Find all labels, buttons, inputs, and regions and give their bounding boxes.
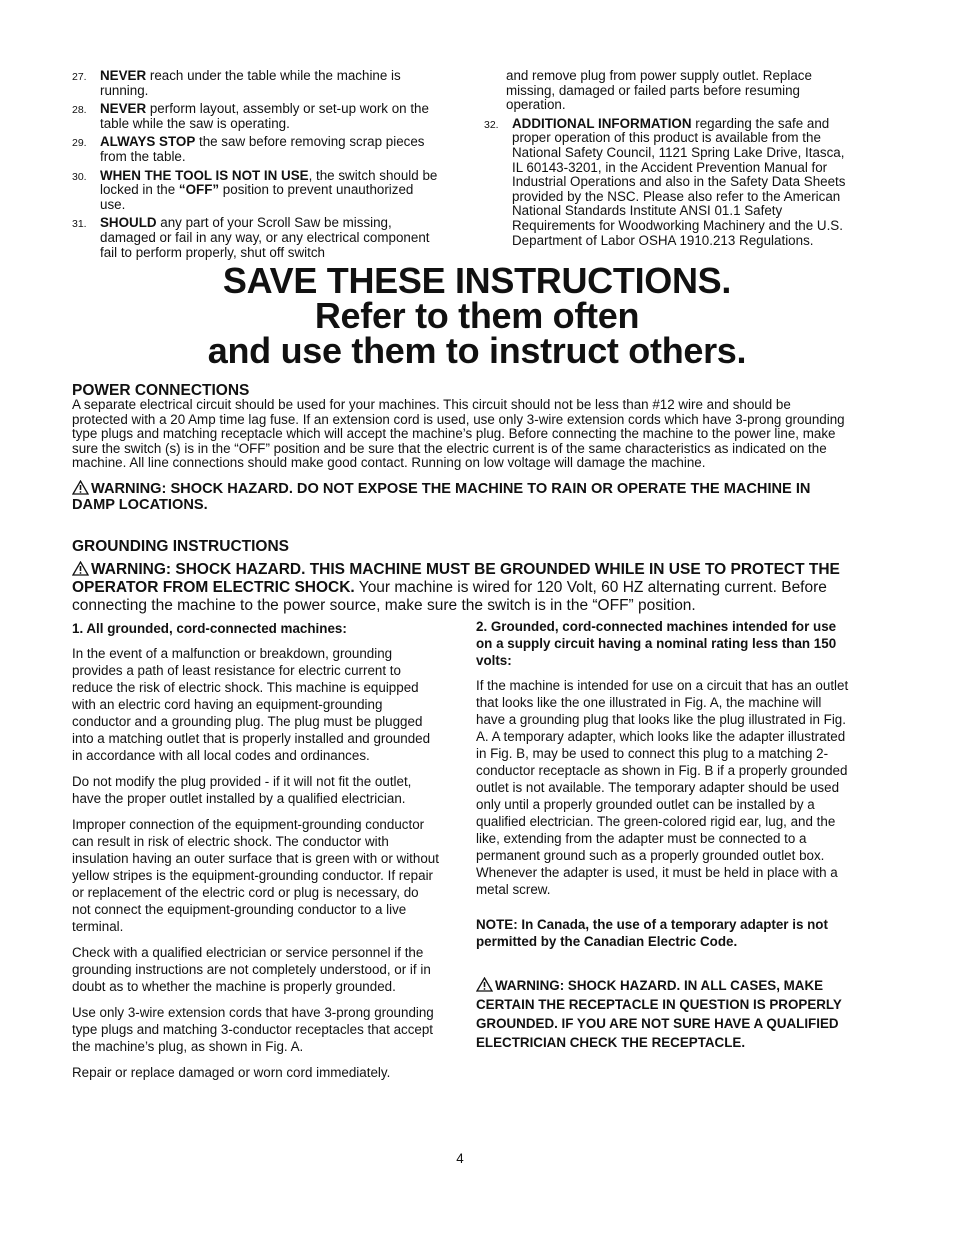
warning-triangle-icon: [476, 977, 493, 992]
rule-number: 29.: [72, 137, 87, 150]
receptacle-warning: [476, 976, 850, 1052]
rule-32: [484, 117, 852, 248]
rule-text: any part of your Scroll Saw be missing, damaged or fail in any way, or any electrical component fail to perform properly, shut off switch: [100, 215, 430, 260]
grounding-warning-text: Your machine is wired for 120 Volt, 60 HZ alternating current. Before connecting the machine to the power source, make sure the switch is in the “OFF” position.: [72, 579, 827, 614]
low-voltage-heading: 2. Grounded, cord-connected machines intended for use on a supply circuit having a nominal rating less than 150 volts:: [476, 619, 837, 668]
rule-30: [72, 169, 442, 213]
power-warning: [72, 480, 848, 513]
rule-keyword: ADDITIONAL INFORMATION: [512, 115, 692, 131]
power-connections-title: POWER CONNECTIONS: [72, 382, 250, 399]
rule-27: [72, 69, 442, 98]
rule-keyword: NEVER: [100, 68, 147, 83]
power-connections-section: [72, 382, 848, 513]
grounding-paragraph: Repair or replace damaged or worn cord immediately.: [72, 1065, 391, 1080]
grounded-machines-column: [72, 620, 440, 1090]
rule-text: reach under the table while the machine is running.: [100, 68, 401, 98]
rule-number: 28.: [72, 104, 87, 117]
grounded-machines-heading: 1. All grounded, cord-connected machines:: [72, 621, 347, 636]
grounding-section: [72, 538, 848, 615]
rule-keyword: SHOULD: [100, 215, 157, 231]
headline-line-1: SAVE THESE INSTRUCTIONS.: [222, 260, 732, 301]
rule-31-continuation: and remove plug from power supply outlet. Replace missing, damaged or failed parts before resuming operation.: [506, 68, 812, 113]
grounding-paragraph: Use only 3-wire extension cords that have 3-prong grounding type plugs and matching 3-conductor receptacles that accept the machine’s plug, as shown in Fig. A.: [72, 1005, 434, 1054]
rule-text: the saw before removing scrap pieces from the table.: [100, 134, 425, 164]
rule-number: 27.: [72, 71, 87, 83]
headline-line-2: Refer to them often: [314, 295, 640, 336]
low-voltage-machines-column: [476, 618, 850, 1052]
safety-rules-right-column: [484, 69, 852, 252]
rule-text: position to prevent unauthorized use.: [100, 182, 414, 212]
page-number: 4: [456, 1151, 464, 1166]
rule-text: regarding the safe and proper operation of this product is available from the National Safety Council, 1121 Spring Lake Drive, Itasca, IL 60143-3201, in the Accident Prevention Manual for Industrial Operations and also in the Safety Data Sheets provided by the NSC. Please also refer to the American National Standards Institute ANSI 01.1 Safety Requirements for Woodworking Machinery and the U.S. Department of Labor OSHA 1910.213 Regulations.: [512, 115, 846, 248]
save-instructions-headline: [0, 260, 954, 371]
grounding-warning: [72, 561, 848, 615]
rule-keyword-off: “OFF”: [178, 182, 220, 198]
power-connections-body: A separate electrical circuit should be used for your machines. This circuit should not be less than #12 wire and should be protected with a 20 Amp time lag fuse. If an extension cord is used, use only 3-wire extension cords which have 3-prong grounding type plugs and matching receptacle which will accept the machine’s plug. Before connecting the machine to the power line, make sure the switch (s) is in the “OFF” position and be sure that the electric current is of the same characteristics as indicated on the machine. All line connections should make good contact. Running on low voltage will damage the machine.: [72, 397, 845, 471]
rule-number: 32.: [484, 118, 499, 131]
grounding-title: GROUNDING INSTRUCTIONS: [72, 538, 289, 555]
grounding-paragraph: Do not modify the plug provided - if it will not fit the outlet, have the proper outlet installed by a qualified electrician.: [72, 774, 412, 806]
rule-keyword: NEVER: [100, 101, 147, 117]
rule-28: [72, 102, 442, 131]
warning-triangle-icon: [72, 561, 89, 576]
rule-text: perform layout, assembly or set-up work on the table while the saw is operating.: [100, 101, 429, 131]
safety-rules-left-column: [72, 69, 442, 264]
grounding-paragraph: In the event of a malfunction or breakdown, grounding provides a path of least resistance for electric current to reduce the risk of electric shock. This machine is equipped with an electric cord having an equipment-grounding conductor and a grounding plug. The plug must be plugged into a matching outlet that is properly installed and grounded in accordance with all local codes and ordinances.: [72, 646, 431, 763]
rule-text: , the switch should be locked in the: [100, 167, 438, 198]
grounding-paragraph: Improper connection of the equipment-grounding conductor can result in risk of electric shock. The conductor with insulation having an outer surface that is green with or without yellow stripes is the equipment-grounding conductor. If repair or replacement of the electric cord or plug is necessary, do not connect the equipment-grounding conductor to a live terminal.: [72, 817, 439, 934]
grounding-warning-bold: WARNING: SHOCK HAZARD. THIS MACHINE MUST BE GROUNDED WHILE IN USE TO PROTECT THE OPERATOR FROM ELECTRIC SHOCK.: [72, 561, 840, 596]
rule-number: 31.: [72, 218, 87, 231]
adapter-paragraph: If the machine is intended for use on a circuit that has an outlet that looks like the one illustrated in Fig. A, the machine will have a grounding plug that looks like the plug illustrated in Fig. A. A temporary adapter, which looks like the adapter illustrated in Fig. B, may be used to connect this plug to a matching 2-conductor receptacle as shown in Fig. B if a properly grounded outlet is not available. The temporary adapter should be used only until a properly grounded outlet can be installed by a qualified electrician. The green-colored rigid ear, lug, and the like, extending from the adapter must be connected to a permanent ground such as a properly grounded outlet box. Whenever the adapter is used, it must be held in place with a metal screw.: [476, 678, 849, 897]
rule-29: [72, 135, 442, 164]
rule-keyword: ALWAYS STOP: [100, 134, 196, 150]
grounding-paragraph: Check with a qualified electrician or service personnel if the grounding instructions are not completely understood, or if in doubt as to whether the machine is properly grounded.: [72, 945, 431, 994]
warning-triangle-icon: [72, 480, 89, 495]
rule-number: 30.: [72, 170, 87, 183]
headline-line-3: and use them to instruct others.: [207, 330, 747, 371]
rule-keyword: WHEN THE TOOL IS NOT IN USE: [100, 167, 309, 183]
receptacle-warning-text: WARNING: SHOCK HAZARD. IN ALL CASES, MAKE CERTAIN THE RECEPTACLE IN QUESTION IS PROPERLY GROUNDED. IF YOU ARE NOT SURE HAVE A QUALIFIED ELECTRICIAN CHECK THE RECEPTACLE.: [476, 978, 842, 1050]
power-warning-text: WARNING: SHOCK HAZARD. DO NOT EXPOSE THE MACHINE TO RAIN OR OPERATE THE MACHINE IN DAMP LOCATIONS.: [72, 480, 811, 513]
rule-31: [72, 216, 442, 260]
canada-note: NOTE: In Canada, the use of a temporary adapter is not permitted by the Canadian Electric Code.: [476, 917, 828, 949]
